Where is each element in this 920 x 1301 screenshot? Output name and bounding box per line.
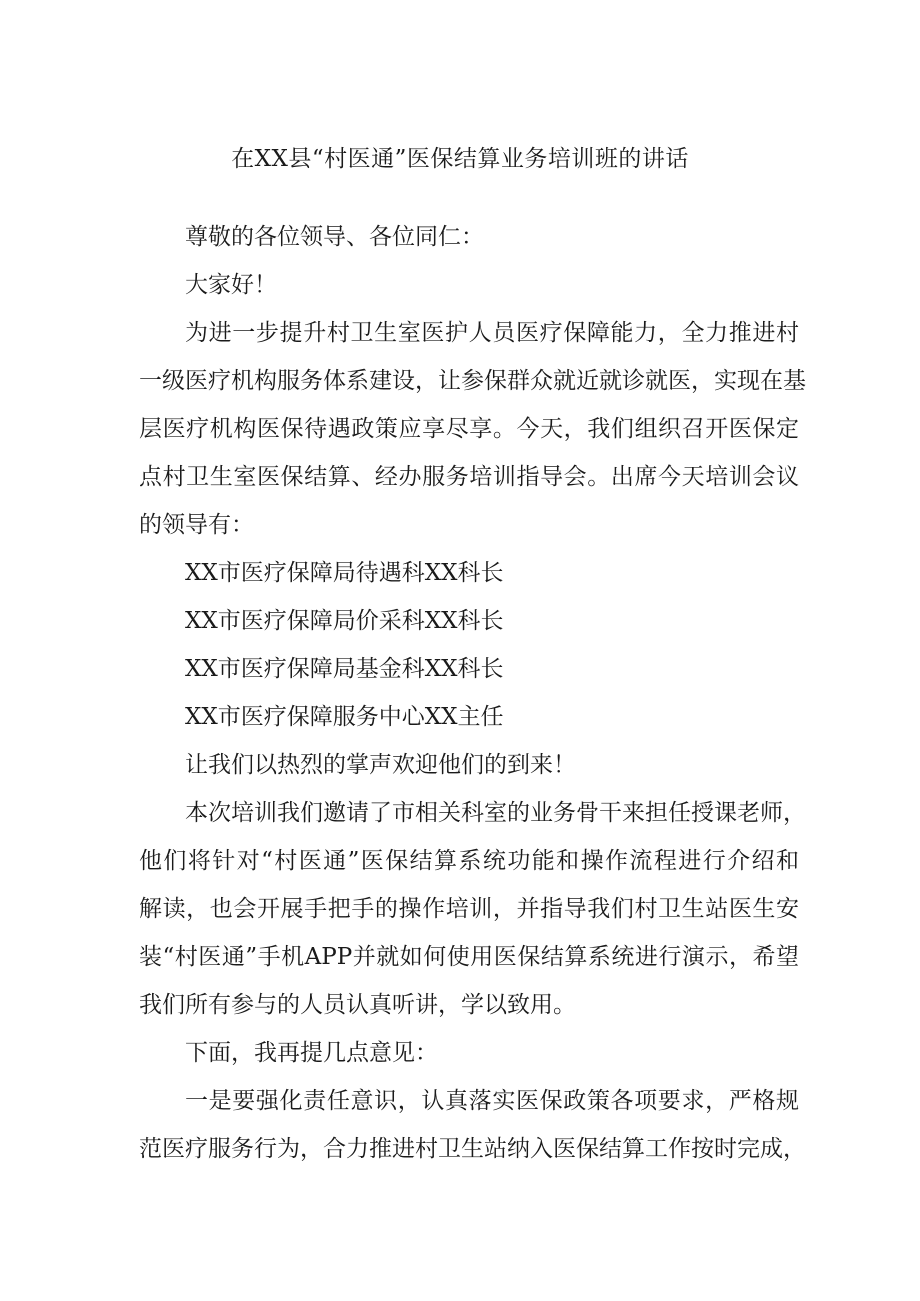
body-line: 的领导有： xyxy=(139,512,254,538)
body-line: 我们所有参与的人员认真听讲，学以致用。 xyxy=(139,992,576,1018)
body-line: 下面，我再提几点意见： xyxy=(185,1040,438,1066)
leader-item: XX市医疗保障服务中心XX主任 xyxy=(185,704,504,730)
body-line: 一是要强化责任意识，认真落实医保政策各项要求，严格规 xyxy=(185,1088,799,1114)
salutation-line: 尊敬的各位领导、各位同仁： xyxy=(185,224,484,250)
body-line: 一级医疗机构服务体系建设，让参保群众就近就诊就医，实现在基 xyxy=(139,368,806,394)
body-line: 层医疗机构医保待遇政策应享尽享。今天，我们组织召开医保定 xyxy=(139,416,799,442)
body-line: 他们将针对“村医通”医保结算系统功能和操作流程进行介绍和 xyxy=(139,848,799,874)
body-line: 解读，也会开展手把手的操作培训，并指导我们村卫生站医生安 xyxy=(139,896,799,922)
document-title: 在XX县“村医通”医保结算业务培训班的讲话 xyxy=(231,146,689,172)
body-line: 装“村医通”手机APP并就如何使用医保结算系统进行演示，希望 xyxy=(139,944,799,970)
greeting-line: 大家好！ xyxy=(185,272,277,298)
body-line: 点村卫生室医保结算、经办服务培训指导会。出席今天培训会议 xyxy=(139,464,799,490)
leader-item: XX市医疗保障局价采科XX科长 xyxy=(185,608,504,634)
body-line: 范医疗服务行为，合力推进村卫生站纳入医保结算工作按时完成， xyxy=(139,1136,806,1162)
body-line: 让我们以热烈的掌声欢迎他们的到来！ xyxy=(185,752,576,778)
leader-item: XX市医疗保障局基金科XX科长 xyxy=(185,656,504,682)
leader-item: XX市医疗保障局待遇科XX科长 xyxy=(185,560,504,586)
body-line: 本次培训我们邀请了市相关科室的业务骨干来担任授课老师， xyxy=(185,800,806,826)
body-line: 为进一步提升村卫生室医护人员医疗保障能力，全力推进村 xyxy=(185,320,799,346)
